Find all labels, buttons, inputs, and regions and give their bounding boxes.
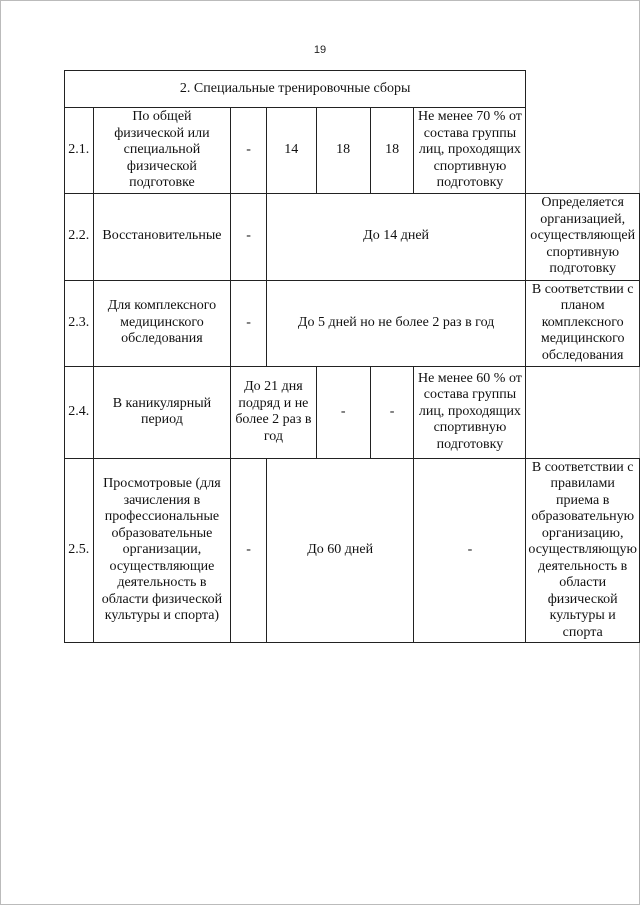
duration-span: До 5 дней но не более 2 раз в год [266,280,526,366]
camp-type: В каникулярный период [93,366,231,458]
table-row [65,193,640,280]
camp-type: Просмотровые (для зачисления в профессиональные образовательные организации, осуществляющие деятельность в области физической культуры и спорта) [93,458,231,643]
camp-type: Восстановительные [93,193,231,280]
stage-value: 18 [316,108,370,194]
duration-span: До 21 дня подряд и не более 2 раз в год [231,366,316,458]
camp-type: Для комплексного медицинского обследования [93,280,231,366]
participation-requirement: Определяется организацией, осуществляющей спортивную подготовку [526,193,640,280]
stage-value: - [370,366,414,458]
stage-value: 14 [266,108,316,194]
row-number: 2.3. [65,280,94,366]
table-row [65,280,640,366]
section-title: 2. Специальные тренировочные сборы [65,71,526,108]
page-number: 19 [313,44,327,56]
table-row [65,108,640,194]
stage-value: - [231,458,267,643]
table-row [65,366,640,458]
participation-requirement: Не менее 70 % от состава группы лиц, проходящих спортивную подготовку [414,108,526,194]
duration-span: До 14 дней [266,193,526,280]
participation-requirement: В соответствии с планом комплексного медицинского обследования [526,280,640,366]
row-number: 2.5. [65,458,94,643]
stage-value: 18 [370,108,414,194]
participation-requirement: В соответствии с правилами приема в образовательную организацию, осуществляющую деятельность в области физической культуры и спорта [526,458,640,643]
stage-value: - [414,458,526,643]
row-number: 2.2. [65,193,94,280]
stage-value: - [231,193,267,280]
stage-value: - [231,108,267,194]
participation-requirement: Не менее 60 % от состава группы лиц, проходящих спортивную подготовку [414,366,526,458]
row-number: 2.1. [65,108,94,194]
duration-span: До 60 дней [266,458,414,643]
table-row [65,458,640,643]
stage-value: - [231,280,267,366]
row-number: 2.4. [65,366,94,458]
stage-value: - [316,366,370,458]
training-camps-table [64,70,640,643]
camp-type: По общей физической или специальной физической подготовке [93,108,231,194]
section-header-row [65,71,640,108]
